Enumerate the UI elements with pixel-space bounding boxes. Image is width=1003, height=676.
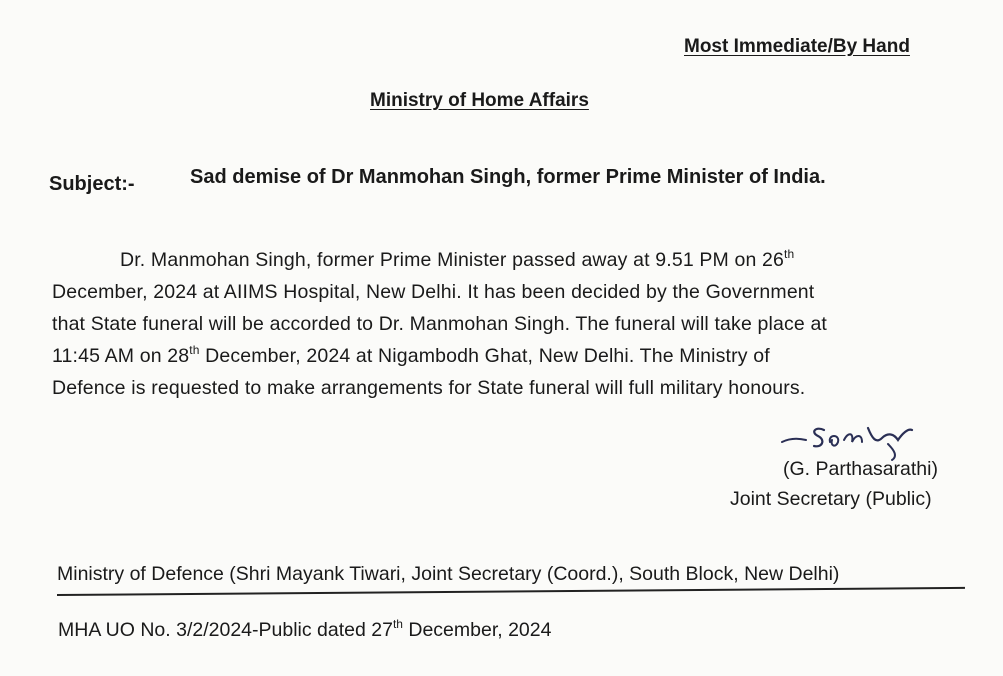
body-line-1 [52, 244, 972, 276]
reference-post: December, 2024 [402, 619, 552, 641]
priority-tag: Most Immediate/By Hand [684, 36, 910, 57]
body-line-4-pre: 11:45 AM on 28 [52, 345, 190, 367]
reference-sup: th [392, 616, 403, 631]
body-line-4-sup: th [189, 342, 200, 357]
subject-label: Subject:- [49, 173, 135, 195]
signatory-title: Joint Secretary (Public) [730, 488, 932, 510]
reference-line [58, 616, 552, 642]
copy-to-line: Ministry of Defence (Shri Mayank Tiwari, Joint Secretary (Coord.), South Block, New Delhi) [57, 563, 840, 585]
body-line-1-text: Dr. Manmohan Singh, former Prime Minister passed away at 9.51 PM on 26 [120, 249, 785, 271]
body-paragraph [52, 244, 972, 404]
subject-text: Sad demise of Dr Manmohan Singh, former Prime Minister of India. [190, 166, 826, 188]
body-line-1-sup: th [784, 246, 795, 261]
reference-pre: MHA UO No. 3/2/2024-Public dated 27 [58, 619, 393, 641]
body-line-4 [52, 340, 972, 372]
body-line-3: that State funeral will be accorded to Dr. Manmohan Singh. The funeral will take place at [52, 313, 828, 335]
body-line-2: December, 2024 at AIIMS Hospital, New Delhi. It has been decided by the Government [52, 281, 815, 303]
ministry-heading: Ministry of Home Affairs [370, 90, 589, 111]
divider [57, 587, 965, 596]
signature-icon [776, 420, 946, 462]
signatory-name: (G. Parthasarathi) [783, 458, 938, 480]
body-line-5: Defence is requested to make arrangements for State funeral will full military honours. [52, 377, 806, 399]
body-line-4-post: December, 2024 at Nigambodh Ghat, New Delhi. The Ministry of [199, 345, 770, 367]
